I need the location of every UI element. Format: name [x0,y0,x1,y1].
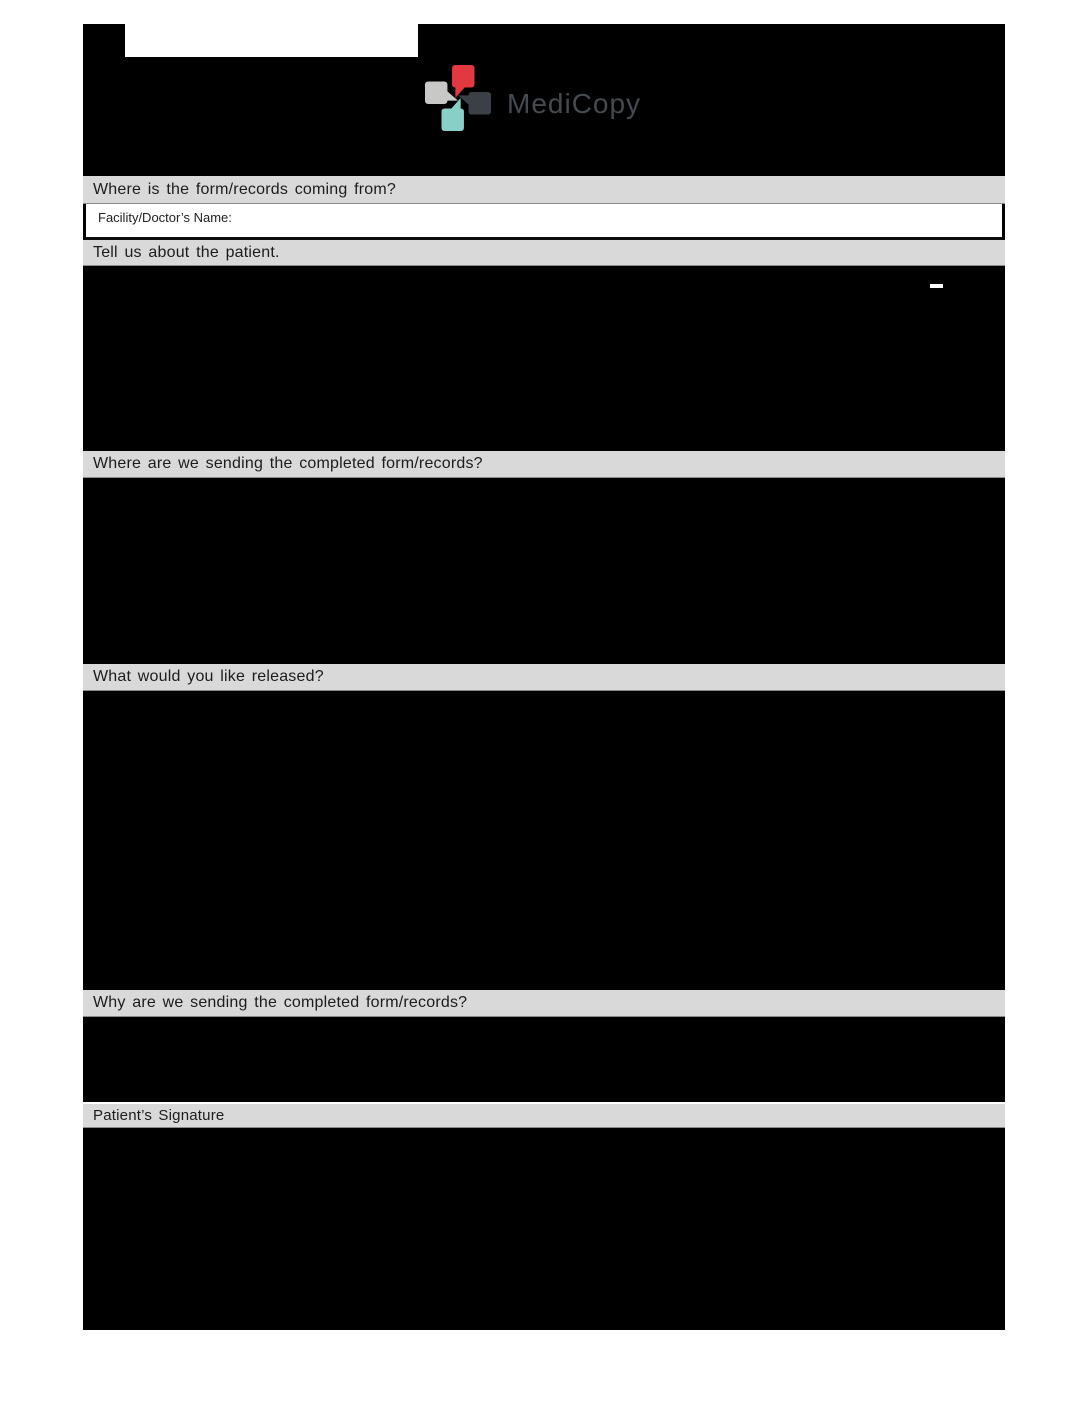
redacted-reason-block [83,1017,1005,1102]
facility-name-label: Facility/Doctor’s Name: [98,210,232,225]
section-header-patient-label: Tell us about the patient. [93,243,280,261]
redaction-white-dash [930,284,943,288]
section-header-from [83,176,1005,204]
medicopy-pinwheel-icon [425,60,491,136]
header-redacted-block [83,24,1005,176]
header-white-notch [125,24,418,57]
section-header-patient [83,240,1005,266]
facility-name-field[interactable] [83,204,1005,240]
section-header-released-label: What would you like released? [93,668,324,685]
section-header-send-to [83,451,1005,478]
section-header-released [83,664,1005,691]
redacted-signature-block [83,1128,1005,1330]
section-header-signature [83,1104,1005,1128]
medicopy-logo [425,46,641,150]
redacted-destination-block [83,478,1005,664]
section-header-reason [83,990,1005,1017]
section-header-send-to-label: Where are we sending the completed form/records? [93,455,483,472]
redacted-patient-info-block [83,266,1005,451]
medicopy-logo-text: MediCopy [507,88,642,119]
section-header-reason-label: Why are we sending the completed form/records? [93,994,468,1011]
redacted-release-options-block [83,691,1005,990]
section-header-signature-label: Patient’s Signature [93,1107,225,1124]
section-header-from-label: Where is the form/records coming from? [93,180,397,198]
